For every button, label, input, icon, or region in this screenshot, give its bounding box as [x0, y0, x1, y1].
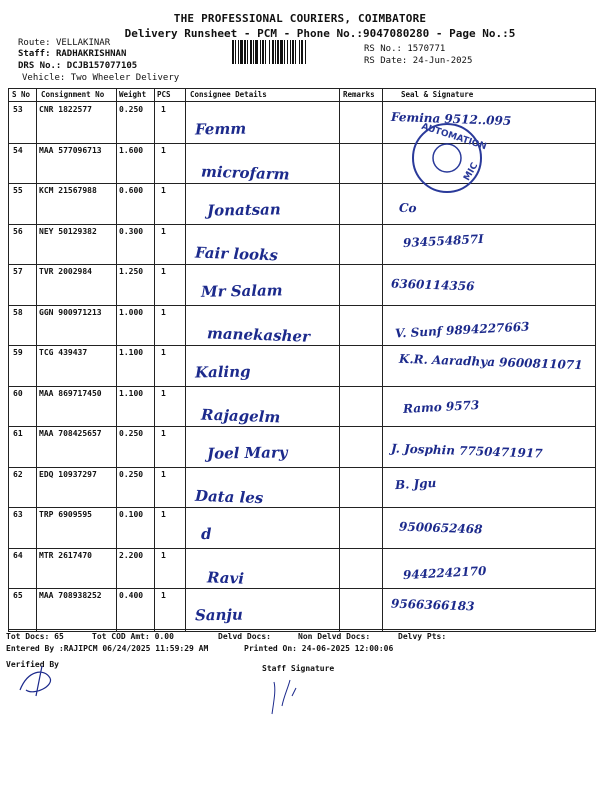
cell-consignment-no: CNR 1822577 [39, 105, 92, 114]
cell-consignment-no: MAA 708938252 [39, 591, 102, 600]
consignee-handwriting: Mr Salam [200, 281, 283, 301]
consignee-handwriting: Joel Mary [206, 443, 288, 463]
col-pcs: PCS [157, 90, 171, 99]
cell-weight: 0.100 [119, 510, 144, 519]
company-title: THE PROFESSIONAL COURIERS, COIMBATORE [173, 12, 427, 25]
cell-sno: 64 [13, 550, 23, 560]
runsheet-subtitle: Delivery Runsheet - PCM - Phone No.:9047080280 - Page No.:5 [124, 27, 516, 40]
consignee-handwriting: Femm [194, 119, 247, 139]
drs-line: DRS No.: DCJB157077105 [18, 61, 138, 71]
cell-consignment-no: KCM 21567988 [39, 186, 97, 195]
col-weight: Weight [119, 90, 147, 99]
cell-consignment-no: TRP 6909595 [39, 510, 92, 519]
consignee-handwriting: microfarm [200, 161, 290, 184]
barcode [232, 40, 360, 64]
receiver-signature: V. Sunf 9894227663 [394, 318, 530, 341]
cell-weight: 1.250 [119, 267, 144, 276]
runsheet-table [8, 88, 596, 632]
cell-pcs: 1 [161, 348, 166, 357]
table-row [9, 467, 595, 509]
receiver-signature: B. Jgu [394, 475, 437, 492]
cell-sno: 57 [13, 267, 23, 276]
receiver-signature: Femina 9512..095 [390, 109, 512, 129]
cell-sno: 58 [13, 307, 23, 317]
col-consignee: Consignee Details [190, 90, 267, 99]
cell-pcs: 1 [161, 186, 166, 195]
consignee-handwriting: Fair looks [194, 243, 279, 264]
cell-weight: 1.100 [119, 348, 144, 357]
consignee-handwriting: Kaling [194, 362, 251, 382]
stamp-text-top: AUTOMATION [420, 121, 488, 153]
consignee-handwriting: Rajagelm [200, 405, 281, 426]
table-row [9, 548, 595, 590]
receiver-signature: K.R. Aaradhya 9600811071 [398, 351, 583, 373]
cell-sno: 56 [13, 226, 23, 236]
cell-weight: 1.100 [119, 388, 144, 398]
col-signature: Seal & Signature [401, 90, 474, 99]
table-row [9, 588, 595, 630]
vehicle-line: Vehicle: Two Wheeler Delivery [22, 73, 180, 83]
rs-date-line: RS Date: 24-Jun-2025 [364, 56, 473, 66]
cell-consignment-no: MAA 577096713 [39, 145, 102, 155]
table-row [9, 143, 595, 185]
table-header [9, 89, 595, 102]
cell-sno: 63 [13, 510, 23, 519]
cell-weight: 0.250 [119, 105, 144, 114]
consignee-handwriting: Ravi [206, 567, 245, 588]
table-row [9, 264, 595, 306]
cell-pcs: 1 [161, 145, 166, 155]
col-consignment: Consignment No [41, 90, 105, 99]
table-row [9, 386, 595, 428]
tot-docs: Tot Docs: 65 [6, 632, 64, 641]
route-line: Route: VELLAKINAR [18, 38, 111, 48]
receiver-signature: 934554857I [402, 231, 485, 250]
consignee-handwriting: Sanju [194, 605, 243, 625]
cell-pcs: 1 [161, 510, 166, 519]
cell-consignment-no: MAA 708425657 [39, 429, 102, 438]
stamp-inner-ring [433, 144, 461, 172]
consignee-handwriting: Data les [194, 486, 264, 507]
cell-consignment-no: TVR 2002984 [39, 267, 92, 276]
cell-weight: 2.200 [119, 550, 144, 560]
delivery-stamp [395, 118, 495, 198]
delvy-pts: Delvy Pts: [398, 632, 447, 641]
table-row [9, 102, 595, 144]
cell-pcs: 1 [161, 388, 166, 398]
cell-weight: 0.400 [119, 591, 144, 600]
consignee-handwriting: d [200, 524, 212, 544]
cell-consignment-no: TCG 439437 [39, 348, 88, 357]
cell-pcs: 1 [161, 591, 166, 600]
stamp-text-bottom: MIC [462, 161, 481, 183]
rs-no-line: RS No.: 1570771 [364, 44, 446, 54]
cell-pcs: 1 [161, 226, 166, 236]
cell-consignment-no: MAA 869717450 [39, 388, 102, 398]
entered-by: Entered By :RAJIPCM 06/24/2025 11:59:29 AM [6, 644, 209, 653]
table-row [9, 345, 595, 387]
delvd-docs: Delvd Docs: [218, 632, 271, 641]
receiver-signature: 9500652468 [398, 519, 483, 537]
cell-sno: 60 [13, 388, 23, 398]
cell-sno: 62 [13, 469, 23, 479]
cell-sno: 65 [13, 591, 23, 600]
cell-weight: 0.250 [119, 429, 144, 438]
receiver-signature: 6360114356 [390, 276, 475, 294]
cell-consignment-no: GGN 900971213 [39, 307, 102, 317]
cell-weight: 0.300 [119, 226, 144, 236]
cell-weight: 0.250 [119, 469, 144, 479]
cell-sno: 54 [13, 145, 23, 155]
receiver-signature: 9442242170 [402, 563, 487, 582]
cell-weight: 1.000 [119, 307, 144, 317]
cell-weight: 0.600 [119, 186, 144, 195]
cell-sno: 61 [13, 429, 23, 438]
table-row [9, 224, 595, 266]
table-row [9, 183, 595, 225]
receiver-signature: Co [398, 200, 417, 216]
non-delvd-docs: Non Delvd Docs: [298, 632, 371, 641]
cell-pcs: 1 [161, 267, 166, 276]
cell-consignment-no: NEY 50129382 [39, 226, 97, 236]
verifier-signature [14, 660, 64, 700]
cell-weight: 1.600 [119, 145, 144, 155]
consignee-handwriting: manekasher [206, 323, 311, 346]
staff-signature-label: Staff Signature [262, 664, 335, 673]
receiver-signature: 9566366183 [390, 596, 475, 614]
cell-consignment-no: MTR 2617470 [39, 550, 92, 560]
printed-on: Printed On: 24-06-2025 12:00:06 [244, 644, 394, 653]
cell-pcs: 1 [161, 469, 166, 479]
verified-by-label: Verified By [6, 660, 59, 669]
cell-pcs: 1 [161, 105, 166, 114]
cell-pcs: 1 [161, 550, 166, 560]
staff-signature [262, 676, 312, 720]
receiver-signature: J. Josphin 7750471917 [390, 441, 543, 461]
table-row [9, 426, 595, 468]
cell-sno: 53 [13, 105, 23, 114]
table-row [9, 507, 595, 549]
table-row [9, 305, 595, 347]
cell-pcs: 1 [161, 429, 166, 438]
tot-cod: Tot COD Amt: 0.00 [92, 632, 174, 641]
receiver-signature: Ramo 9573 [402, 397, 480, 416]
staff-line: Staff: RADHAKRISHNAN [18, 49, 127, 59]
cell-sno: 59 [13, 348, 23, 357]
cell-sno: 55 [13, 186, 23, 195]
consignee-handwriting: Jonatsan [206, 200, 281, 220]
col-remarks: Remarks [343, 90, 375, 99]
cell-consignment-no: EDQ 10937297 [39, 469, 97, 479]
col-sno: S No [12, 90, 31, 99]
cell-pcs: 1 [161, 307, 166, 317]
